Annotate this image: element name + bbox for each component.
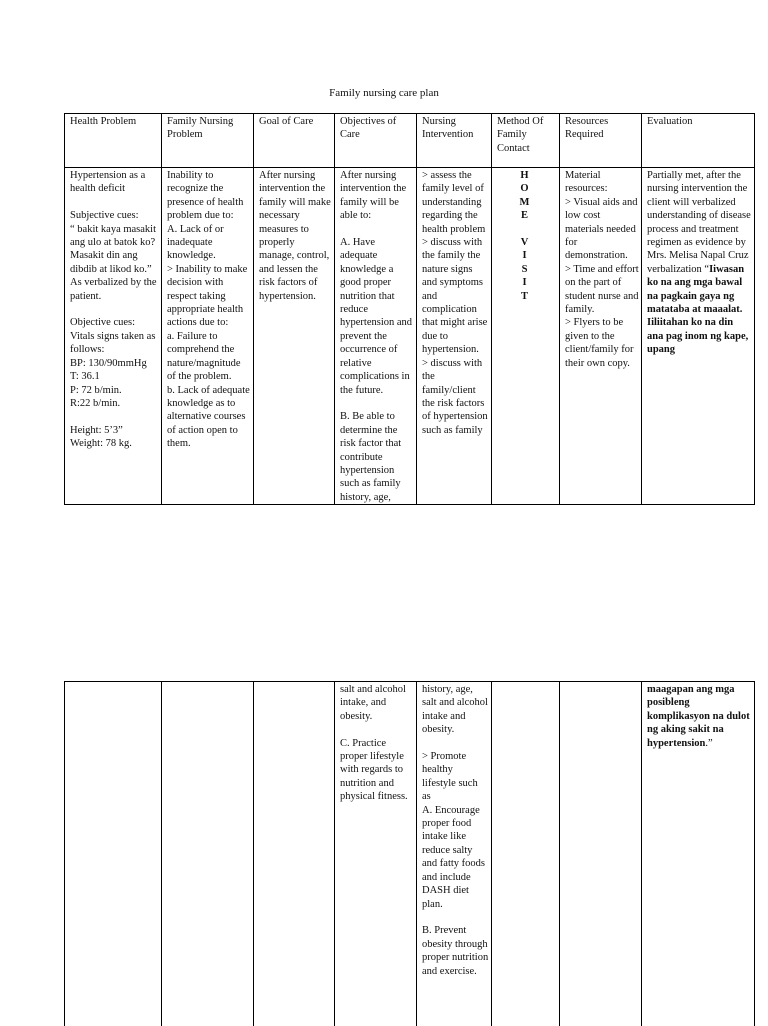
cell-objectives-of-care: After nursing intervention the family will be able to: A. Have adequate knowledge a good proper nutrition that reduce hypertension and prevent the occurrence of relative complications in the future. B. Be able to determine the risk factor that contribute hypertension such as family history, age,	[335, 168, 417, 505]
cell-method-home-visit: H O M E V I S I T	[492, 168, 560, 505]
cell-family-nursing-problem: Inability to recognize the presence of health problem due to: A. Lack of or inadequate knowledge. > Inability to make decision with respect taking appropriate health actions due to: a. Failure to comprehend the nature/magnitude of the problem. b. Lack of adequate knowledge as to alternative courses of action open to them.	[162, 168, 254, 505]
evaluation-quote-cont: maagapan ang mga posibleng komplikasyon na dulot ng aking sakit na hypertension	[647, 684, 750, 749]
cell-method-cont	[492, 682, 560, 1026]
cell-resources-required: Material resources: > Visual aids and low cost materials needed for demonstration. > Time and effort on the part of student nurse and family. > Flyers to be given to the client/family for their own copy.	[560, 168, 642, 505]
header-goal-of-care: Goal of Care	[254, 114, 335, 168]
evaluation-quote: Iiwasan ko na ang mga bawal na pagkain gaya ng matataba at maaalat. Iiliitahan ko na din ana pag inom ng kape, upang	[647, 264, 748, 355]
header-row	[65, 114, 755, 168]
table-row	[65, 682, 755, 1026]
cell-health-problem: Hypertension as a health deficit Subjective cues: “ bakit kaya masakit ang ulo at batok ko? Masakit din ang dibdib at likod ko.” As verbalized by the patient. Objective cues: Vitals signs taken as follows: BP: 130/90mmHg T: 36.1 P: 72 b/min. R:22 b/min. Height: 5’3” Weight: 78 kg.	[65, 168, 162, 505]
cell-nursing-intervention-cont: history, age, salt and alcohol intake and obesity. > Promote healthy lifestyle such as A. Encourage proper food intake like reduce salty and fatty foods and include DASH diet plan. B. Prevent obesity through proper nutrition and exercise.	[417, 682, 492, 1026]
header-health-problem: Health Problem	[65, 114, 162, 168]
cell-resources-cont	[560, 682, 642, 1026]
cell-objectives-of-care-cont: salt and alcohol intake, and obesity. C. Practice proper lifestyle with regards to nutrition and physical fitness.	[335, 682, 417, 1026]
cell-goal-of-care-cont	[254, 682, 335, 1026]
care-plan-table-page2	[64, 681, 755, 1026]
cell-evaluation-cont	[642, 682, 755, 1026]
header-evaluation: Evaluation	[642, 114, 755, 168]
cell-goal-of-care: After nursing intervention the family will make necessary measures to properly manage, control, and lessen the risk factors of hypertension.	[254, 168, 335, 505]
cell-health-problem-cont	[65, 682, 162, 1026]
header-family-nursing-problem: Family Nursing Problem	[162, 114, 254, 168]
cell-evaluation	[642, 168, 755, 505]
care-plan-table-page1	[64, 113, 755, 505]
evaluation-text: Partially met, after the nursing intervention the client will verbalized understanding of disease process and treatment regimen as evidence by Mrs. Melisa Napal Cruz verbalization “	[647, 170, 751, 275]
header-resources-required: Resources Required	[560, 114, 642, 168]
header-objectives-of-care: Objectives of Care	[335, 114, 417, 168]
table-row	[65, 168, 755, 505]
cell-nursing-intervention: > assess the family level of understanding regarding the health problem > discuss with the family the nature signs and symptoms and complication that might arise due to hypertension. > discuss with the family/client the risk factors of hypertension such as family	[417, 168, 492, 505]
header-method-of-family-contact: Method Of Family Contact	[492, 114, 560, 168]
header-nursing-intervention: Nursing Intervention	[417, 114, 492, 168]
evaluation-quote-end: .”	[705, 738, 712, 749]
document-title: Family nursing care plan	[0, 87, 768, 99]
cell-family-nursing-problem-cont	[162, 682, 254, 1026]
